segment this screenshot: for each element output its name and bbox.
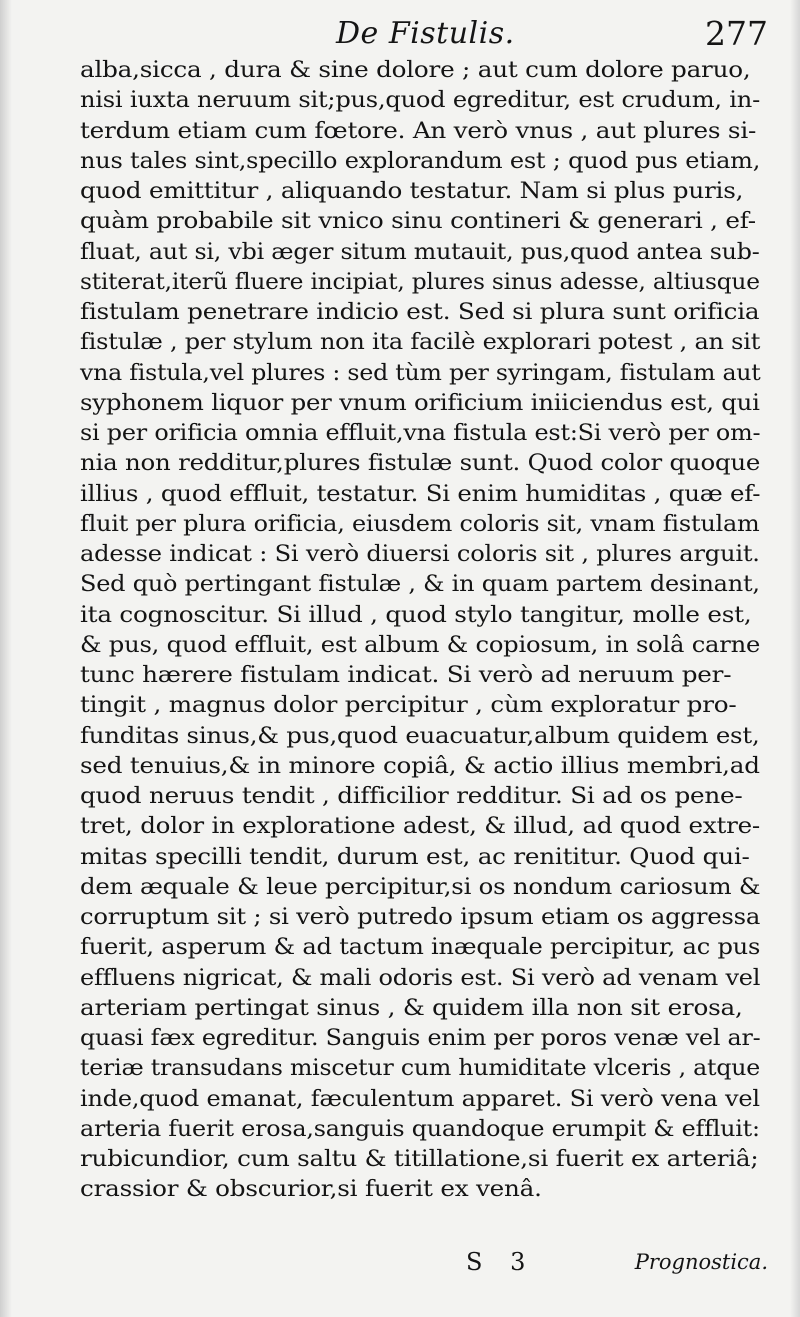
- text-line: nia non redditur,plures fistulæ sunt. Quod color quoque: [80, 451, 761, 477]
- text-line: si per orificia omnia effluit,vna fistula est:Si verò per om-: [80, 421, 761, 446]
- text-line: teriæ transudans miscetur cum humiditate vlceris , atque: [80, 1056, 761, 1082]
- text-line: illius , quod effluit, testatur. Si enim humiditas , quæ ef-: [80, 481, 761, 507]
- text-line: sed tenuius,& in minore copiâ, & actio illius membri,ad: [80, 753, 760, 779]
- text-line: nisi iuxta neruum sit;pus,quod egreditur, est crudum, in-: [80, 88, 761, 114]
- text-line: mitas specilli tendit, durum est, ac renititur. Quod qui-: [80, 844, 750, 870]
- text-line: adesse indicat : Si verò diuersi coloris sit , plures arguit.: [80, 542, 760, 567]
- text-line: inde,quod emanat, fæculentum apparet. Si verò vena vel: [80, 1086, 760, 1112]
- text-line: arteria fuerit erosa,sanguis quandoque erumpit & effluit:: [80, 1116, 760, 1142]
- text-line: effluens nigricat, & mali odoris est. Si verò ad venam vel: [80, 965, 761, 991]
- text-line: tret, dolor in exploratione adest, & illud, ad quod extre-: [80, 814, 760, 840]
- text-line: dem æquale & leue percipitur,si os nondum cariosum &: [80, 874, 761, 900]
- text-line: Sed quò pertingant fistulæ , & in quam partem desinant,: [80, 572, 760, 598]
- text-line: rubicundior, cum saltu & titillatione,si fuerit ex arteriâ;: [80, 1147, 759, 1172]
- text-line: fluit per plura orificia, eiusdem coloris sit, vnam fistulam: [80, 511, 760, 537]
- body-text: [80, 56, 760, 1206]
- text-line: fistulæ , per stylum non ita facilè explorari potest , an sit: [80, 330, 761, 356]
- text-line: stiterat,iterũ fluere incipiat, plures sinus adesse, altiusque: [80, 269, 760, 295]
- page-footer: [78, 1248, 768, 1288]
- running-head: [78, 14, 768, 58]
- text-line: arteriam pertingat sinus , & quidem illa non sit erosa,: [80, 995, 743, 1021]
- catchword: Prognostica.: [634, 1250, 768, 1274]
- text-line: syphonem liquor per vnum orificium iniiciendus est, qui: [80, 390, 760, 416]
- text-line: quod neruus tendit , difficilior redditur. Si ad os pene-: [80, 784, 743, 809]
- text-line: quasi fæx egreditur. Sanguis enim per poros venæ vel ar-: [80, 1026, 761, 1051]
- text-line: alba,sicca , dura & sine dolore ; aut cum dolore paruo,: [80, 58, 751, 83]
- text-line: terdum etiam cum fœtore. An verò vnus , aut plures si-: [80, 118, 757, 144]
- text-line: nus tales sint,specillo explorandum est ; quod pus etiam,: [80, 148, 761, 174]
- text-line: crassior & obscurior,si fuerit ex venâ.: [80, 1177, 542, 1203]
- running-title: De Fistulis.: [336, 16, 515, 51]
- text-line: & pus, quod effluit, est album & copiosum, in solâ carne: [80, 632, 761, 658]
- text-line: quod emittitur , aliquando testatur. Nam si plus puris,: [80, 179, 744, 204]
- page-number: 277: [705, 14, 768, 53]
- text-line: tingit , magnus dolor percipitur , cùm exploratur pro-: [80, 693, 737, 719]
- text-line: fuerit, asperum & ad tactum inæquale percipitur, ac pus: [80, 935, 761, 961]
- text-line: quàm probabile sit vnico sinu contineri & generari , ef-: [80, 209, 756, 235]
- text-line: vna fistula,vel plures : sed tùm per syringam, fistulam aut: [80, 360, 761, 386]
- text-line: ita cognoscitur. Si illud , quod stylo tangitur, molle est,: [80, 602, 752, 628]
- text-line: funditas sinus,& pus,quod euacuatur,album quidem est,: [80, 723, 760, 749]
- text-line: fistulam penetrare indicio est. Sed si plura sunt orificia: [80, 300, 760, 325]
- text-line: fluat, aut si, vbi æger situm mutauit, pus,quod antea sub-: [80, 239, 760, 265]
- text-line: tunc hærere fistulam indicat. Si verò ad neruum per-: [80, 663, 732, 688]
- signature-mark: S 3: [466, 1248, 536, 1276]
- text-line: corruptum sit ; si verò putredo ipsum etiam os aggressa: [80, 905, 761, 930]
